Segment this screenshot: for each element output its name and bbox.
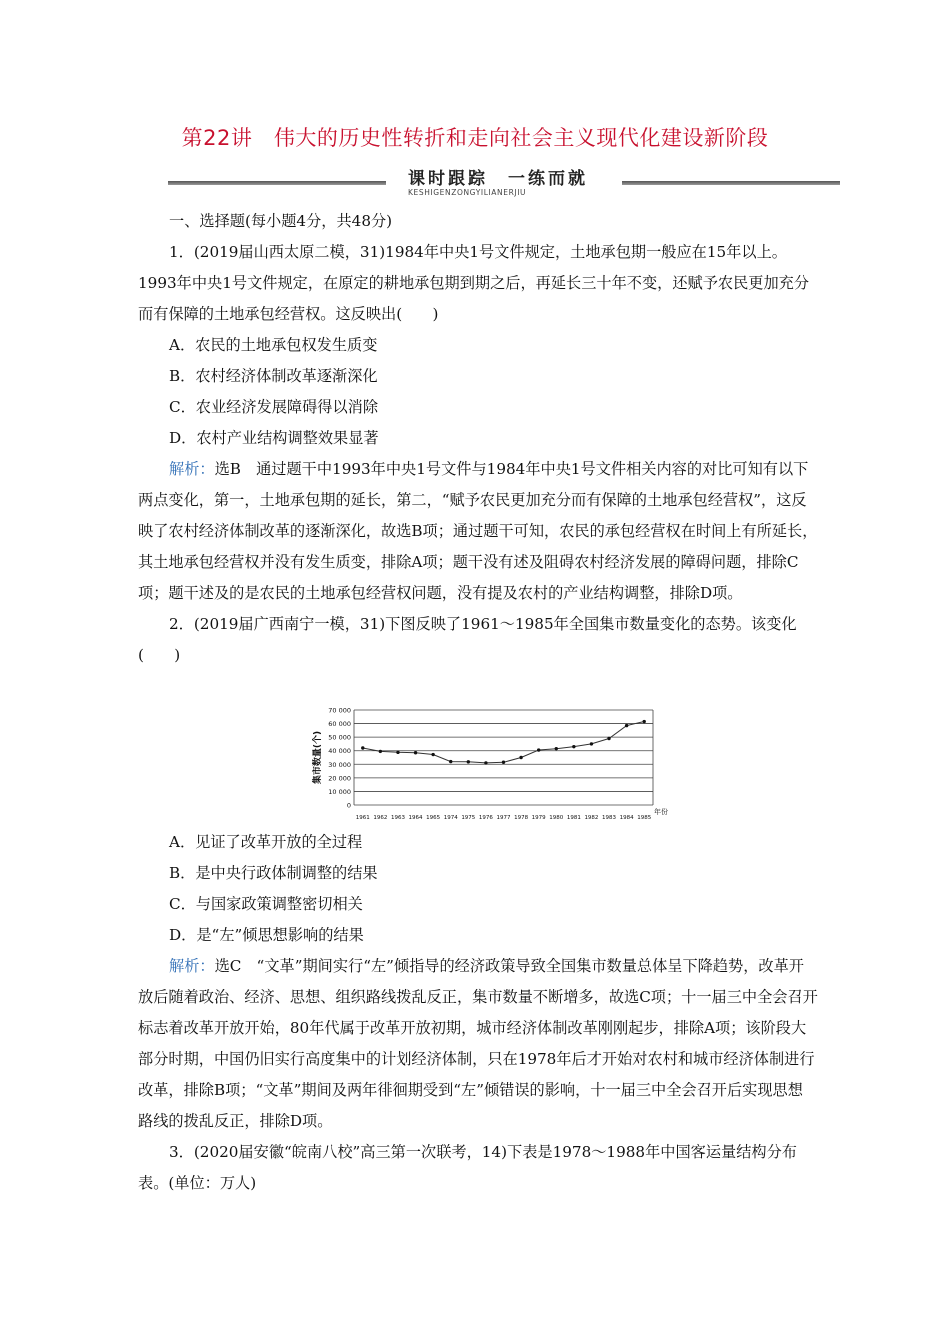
y-tick-label: 50 000 [328, 733, 351, 742]
question-1-option-c: C．农业经济发展障碍得以消除 [169, 398, 379, 416]
x-tick-label: 1983 [602, 815, 617, 821]
y-tick-label: 70 000 [328, 706, 351, 715]
data-point [537, 748, 540, 751]
market-count-chart [308, 702, 668, 826]
question-1-option-b: B．农村经济体制改革逐渐深化 [169, 367, 378, 385]
question-2-option-c: C．与国家政策调整密切相关 [169, 895, 363, 913]
x-tick-label: 1962 [373, 815, 388, 821]
section-heading: 一、选择题(每小题4分，共48分) [169, 212, 393, 230]
data-point [643, 720, 646, 723]
data-point [555, 747, 558, 750]
data-point [379, 750, 382, 753]
data-point [572, 745, 575, 748]
x-tick-label: 1963 [390, 815, 405, 821]
x-tick-label: 1976 [478, 815, 493, 821]
x-tick-label: 1980 [549, 815, 564, 821]
question-1-analysis [138, 454, 818, 609]
x-tick-label: 1961 [355, 815, 370, 821]
question-1-option-a: A．农民的土地承包权发生质变 [169, 336, 378, 354]
x-tick-label: 1979 [531, 815, 546, 821]
analysis-label: 解析： [169, 460, 215, 478]
x-axis-label: 年份 [654, 808, 668, 816]
question-1-stem: 1．(2019届山西太原二模，31)1984年中央1号文件规定，土地承包期一般应在15年以上。1993年中央1号文件规定，在原定的耕地承包期到期之后，再延长三十年不变，还赋予农民更加充分而有保障的土地承包经营权。这反映出( ) [138, 243, 810, 323]
data-point [607, 737, 610, 740]
y-tick-label: 10 000 [328, 787, 351, 796]
data-point [625, 724, 628, 727]
x-tick-label: 1978 [514, 815, 529, 821]
x-tick-label: 1985 [637, 815, 652, 821]
analysis-label: 解析： [169, 957, 215, 975]
question-2-option-b: B．是中央行政体制调整的结果 [169, 864, 378, 882]
series-line [363, 722, 644, 763]
banner-title: 课时跟踪 一练而就 [408, 169, 588, 189]
y-tick-label: 60 000 [328, 720, 351, 729]
y-axis-label: 集市数量(个) [313, 730, 323, 785]
question-block-2 [138, 827, 818, 1199]
data-point [502, 761, 505, 764]
data-point [484, 761, 487, 764]
data-point [414, 751, 417, 754]
y-tick-labels [328, 707, 351, 810]
data-points [361, 720, 646, 765]
chart-grid [354, 710, 653, 805]
x-tick-labels [356, 815, 652, 821]
banner-right-rule [622, 181, 840, 185]
x-tick-label: 1965 [426, 815, 441, 821]
data-point [396, 751, 399, 754]
x-tick-label: 1981 [566, 815, 581, 821]
y-tick-label: 30 000 [328, 760, 351, 769]
data-point [467, 760, 470, 763]
data-point [519, 756, 522, 759]
question-2-stem: 2．(2019届广西南宁一模，31)下图反映了1961～1985年全国集市数量变化的态势。该变化( ) [138, 615, 797, 664]
banner-subtitle: KESHIGENZONGYILIANERJIU [408, 188, 527, 197]
section-banner [168, 164, 840, 200]
question-2-option-a: A．见证了改革开放的全过程 [169, 833, 363, 851]
question-1-option-d: D．农村产业结构调整效果显著 [169, 429, 379, 447]
question-2-option-d: D．是“左”倾思想影响的结果 [169, 926, 364, 944]
question-block-1 [138, 206, 818, 671]
x-tick-label: 1974 [443, 815, 458, 821]
question-3-stem: 3．(2020届安徽“皖南八校”高三第一次联考，14)下表是1978～1988年中国客运量结构分布表。(单位：万人) [138, 1143, 797, 1192]
x-tick-label: 1975 [461, 815, 476, 821]
data-point [449, 760, 452, 763]
x-tick-label: 1977 [496, 815, 511, 821]
y-tick-label: 40 000 [328, 747, 351, 756]
x-tick-label: 1964 [408, 815, 423, 821]
question-2-analysis [138, 951, 818, 1137]
data-point [361, 746, 364, 749]
y-tick-label: 0 [346, 801, 351, 810]
banner-left-rule [168, 181, 386, 185]
page-title: 第22讲 伟大的历史性转折和走向社会主义现代化建设新阶段 [181, 126, 769, 150]
x-tick-label: 1984 [619, 815, 634, 821]
x-tick-label: 1982 [584, 815, 599, 821]
data-point [431, 753, 434, 756]
question-1-analysis-text: 选B 通过题干中1993年中央1号文件与1984年中央1号文件相关内容的对比可知有以下两点变化，第一，土地承包期的延长，第二，“赋予农民更加充分而有保障的土地承包经营权”，这反映了农村经济体制改革的逐渐深化，故选B项；通过题干可知，农民的承包经营权在时间上有所延长，其土地承包经营权并没有发生质变，排除A项；题干没有述及阻碍农村经济发展的障碍问题，排除C项；题干述及的是农民的土地承包经营权问题，没有提及农村的产业结构调整，排除D项。 [138, 460, 818, 602]
question-2-analysis-text: 选C “文革”期间实行“左”倾指导的经济政策导致全国集市数量总体呈下降趋势，改革开放后随着政治、经济、思想、组织路线拨乱反正，集市数量不断增多，故选C项；十一届三中全会召开标志着改革开放开始，80年代属于改革开放初期，城市经济体制改革刚刚起步，排除A项；该阶段大部分时期，中国仍旧实行高度集中的计划经济体制，只在1978年后才开始对农村和城市经济体制进行改革，排除B项；“文革”期间及两年徘徊期受到“左”倾错误的影响，十一届三中全会召开后实现思想路线的拨乱反正，排除D项。 [138, 957, 818, 1130]
y-tick-label: 20 000 [328, 774, 351, 783]
data-point [590, 742, 593, 745]
